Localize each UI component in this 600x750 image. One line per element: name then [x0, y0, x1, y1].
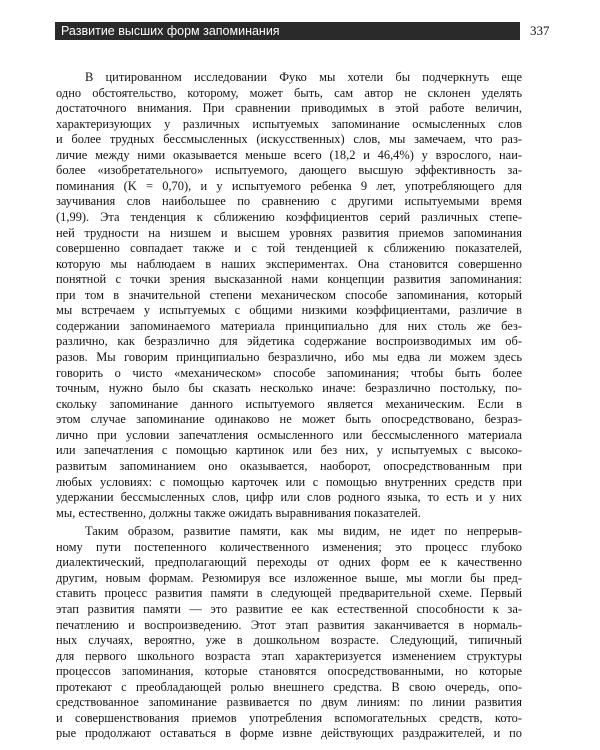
text-line: содержании запоминаемого материала принципиально для них столь же без-: [56, 318, 522, 333]
text-line: протекают с преобладающей ролью внешнего средства. В свою очередь, опо-: [56, 679, 522, 694]
text-line: средствованное запоминание развивается по двум линиям: по линии развития: [56, 695, 522, 710]
text-line: любых условиях: с помощью карточек или с помощью внутренних средств при: [56, 474, 522, 489]
text-line: различно, как безразлично для эйдетика содержание воспроизводимых им об-: [56, 334, 522, 349]
text-line: совершенно совпадает также и с той тенденцией к сближению показателей,: [56, 241, 522, 256]
text-line: другим, новым формам. Резюмируя все изложенное выше, мы могли бы пред-: [56, 570, 522, 585]
text-line: для первого школьного возраста этап характеризуется изменением структуры: [56, 648, 522, 663]
text-line: лично при условии запечатления осмысленного или бессмысленного материала: [56, 427, 522, 442]
text-line: ных случаях, вероятно, уже в дошкольном возрасте. Следующий, типичный: [56, 633, 522, 648]
text-line: ставить процесс развития памяти в следующей предварительной схеме. Первый: [56, 586, 522, 601]
text-line: развитым запоминанием оно оказывается, наоборот, опосредствованным при: [56, 458, 522, 473]
text-line: личие между ними оказывается меньше всего (18,2 и 46,4%) у взрослого, наи-: [56, 147, 522, 162]
text-line: процессов запоминания, которые становятся опосредствованными, но которые: [56, 664, 522, 679]
text-line: (1,99). Эта тенденция к сближению коэффициентов серий различных степе-: [56, 210, 522, 225]
text-line: или запечатления с помощью картинок или без них, у испытуемых с высоко-: [56, 443, 522, 458]
text-line: мы, естественно, должны также ожидать выравнивания показателей.: [56, 505, 421, 520]
text-line: ному пути постепенного количественного изменения; это процесс глубоко: [56, 539, 522, 554]
text-line: ней трудности на низшем и высшем уровнях развития приемов запоминания: [56, 225, 522, 240]
text-line: В цитированном исследовании Фуко мы хотели бы подчеркнуть еще: [85, 70, 522, 84]
text-line: при том в значительной степени механическом способе запоминания, который: [56, 287, 522, 302]
text-line: мы встречаем у испытуемых с общими низкими коэффициентами, различие в: [56, 303, 522, 318]
text-line: удержании бессмысленных слов, цифр или слов родного языка, то есть и у них: [56, 490, 522, 505]
text-line: достаточного внимания. При сравнении приводимых в этой работе величин,: [56, 101, 522, 116]
text-line: скольку запоминание данного испытуемого является механическим. Если в: [56, 396, 522, 411]
running-head: Развитие высших форм запоминания: [61, 24, 280, 38]
text-line: понятной с точки зрения высказанной нами концепции развития запоминания:: [56, 272, 522, 287]
text-line: этап развития памяти — это развитие ее как естественной способности к за-: [56, 601, 522, 616]
text-line: заучивания слов наибольшее по сравнению с другими испытуемыми время: [56, 194, 522, 209]
text-line: одно обстоятельство, которому, может быть, сам автор не склонен уделять: [56, 85, 522, 100]
text-line: диалектический, предполагающий переходы от одних форм ее к качественно: [56, 555, 522, 570]
text-line: Таким образом, развитие памяти, как мы видим, не идет по непрерыв-: [85, 524, 522, 539]
text-line: точным, нужно было бы сказать несколько иначе: безразлично постольку, по-: [56, 381, 522, 396]
text-line: печатлению и воспроизведению. Этот этап развития заканчивается в нормаль-: [56, 617, 522, 632]
text-line: и более трудных бессмысленных (искусственных) слов, мы замечаем, что раз-: [56, 132, 522, 147]
text-line: характеризующих у различных испытуемых запоминание осмысленных слов: [56, 116, 522, 131]
text-line: разов. Мы говорим принципиально безразлично, ибо мы едва ли можем здесь: [56, 350, 522, 365]
text-line: этом случае запоминание одинаково не может быть опосредствовано, безраз-: [56, 412, 522, 427]
page-number: 337: [530, 23, 550, 38]
text-line: рые продолжают оставаться в форме извне действующих раздражителей, и по: [56, 726, 522, 741]
text-line: более «изобретательного» испытуемого, дающего высшую эффективность за-: [56, 163, 522, 178]
text-line: говорить о чисто «механическом» способе запоминания; чтобы быть более: [56, 365, 522, 380]
text-line: которую мы наблюдаем в наших экспериментах. Она становится совершенно: [56, 256, 522, 271]
text-line: поминания (K = 0,70), и у испытуемого ребенка 9 лет, употребляющего для: [56, 178, 522, 193]
text-line: и совершенствования приемов употребления вспомогательных средств, кото-: [56, 710, 522, 725]
